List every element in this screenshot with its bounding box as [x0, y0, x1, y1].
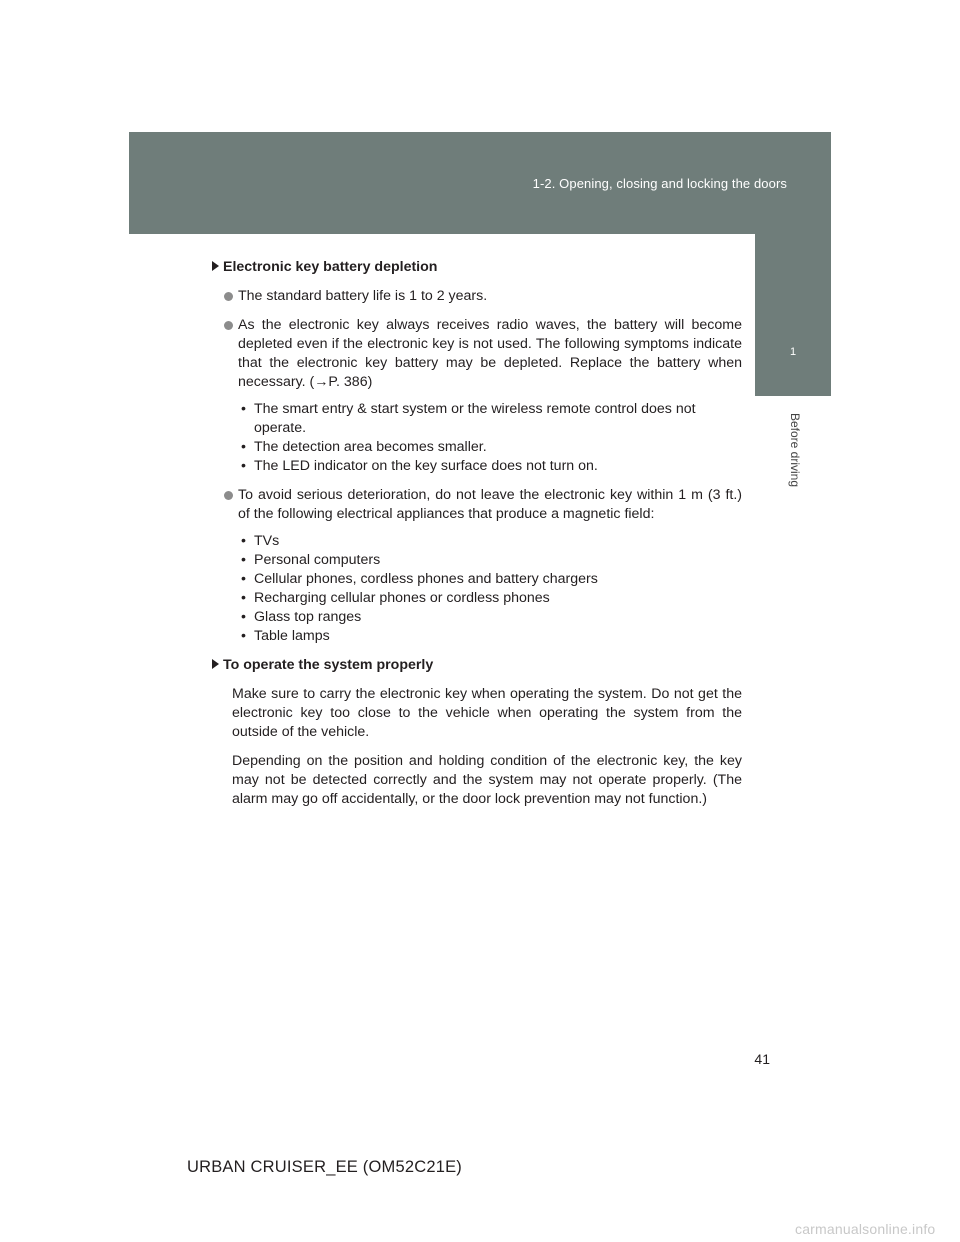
header-band [129, 132, 831, 234]
bullet-dot-icon [224, 321, 233, 330]
chapter-label [788, 400, 802, 500]
sub-list-item: • Personal computers [241, 552, 381, 568]
sub-list-item: • The detection area becomes smaller. [241, 439, 487, 455]
chapter-number: 1 [789, 346, 797, 358]
sub-list-item: • TVs [241, 533, 280, 549]
bullet-dot-icon [224, 491, 233, 500]
bullet-item: As the electronic key always receives radio waves, the battery will become depleted even if the electronic key is not used. The following symptoms indicate that the electronic key battery may be depleted. Replace the battery when necessary. (→P. 386) [222, 316, 742, 392]
bullet-dot-icon [224, 292, 233, 301]
chapter-tab[interactable] [755, 234, 831, 396]
sub-list-item: • Recharging cellular phones or cordless phones [241, 590, 550, 606]
bullet-item: To avoid serious deterioration, do not leave the electronic key within 1 m (3 ft.) of the following electrical appliances that produce a magnetic field: [222, 486, 742, 524]
paragraph: Make sure to carry the electronic key when operating the system. Do not get the electronic key too close to the vehicle when operating the system from the outside of the vehicle. [232, 686, 742, 740]
watermark: carmanualsonline.info [795, 1221, 936, 1237]
sub-list-item: • The LED indicator on the key surface does not turn on. [241, 458, 598, 474]
section-heading: To operate the system properly [212, 656, 742, 675]
page-number: 41 [754, 1051, 770, 1067]
triangle-marker-icon [212, 659, 219, 669]
section-heading: Electronic key battery depletion [212, 258, 742, 277]
sub-list-item: • Table lamps [241, 628, 330, 644]
bullet-item: The standard battery life is 1 to 2 years. [222, 287, 742, 306]
sub-list-item: • Glass top ranges [241, 609, 362, 625]
sub-list [238, 532, 742, 646]
sub-list-item: • The smart entry & start system or the wireless remote control does not operate. [241, 401, 696, 436]
sub-list [238, 400, 742, 476]
manual-code: URBAN CRUISER_EE (OM52C21E) [187, 1158, 462, 1176]
page-content [222, 258, 742, 819]
triangle-marker-icon [212, 261, 219, 271]
section-title: 1-2. Opening, closing and locking the doors [532, 176, 787, 191]
chapter-label-text: Before driving [788, 412, 802, 488]
paragraph: Depending on the position and holding condition of the electronic key, the key may not be detected correctly and the system may not operate properly. (The alarm may go off accidentally, or the door lock prevention may not function.) [232, 753, 742, 807]
sub-list-item: • Cellular phones, cordless phones and battery chargers [241, 571, 598, 587]
